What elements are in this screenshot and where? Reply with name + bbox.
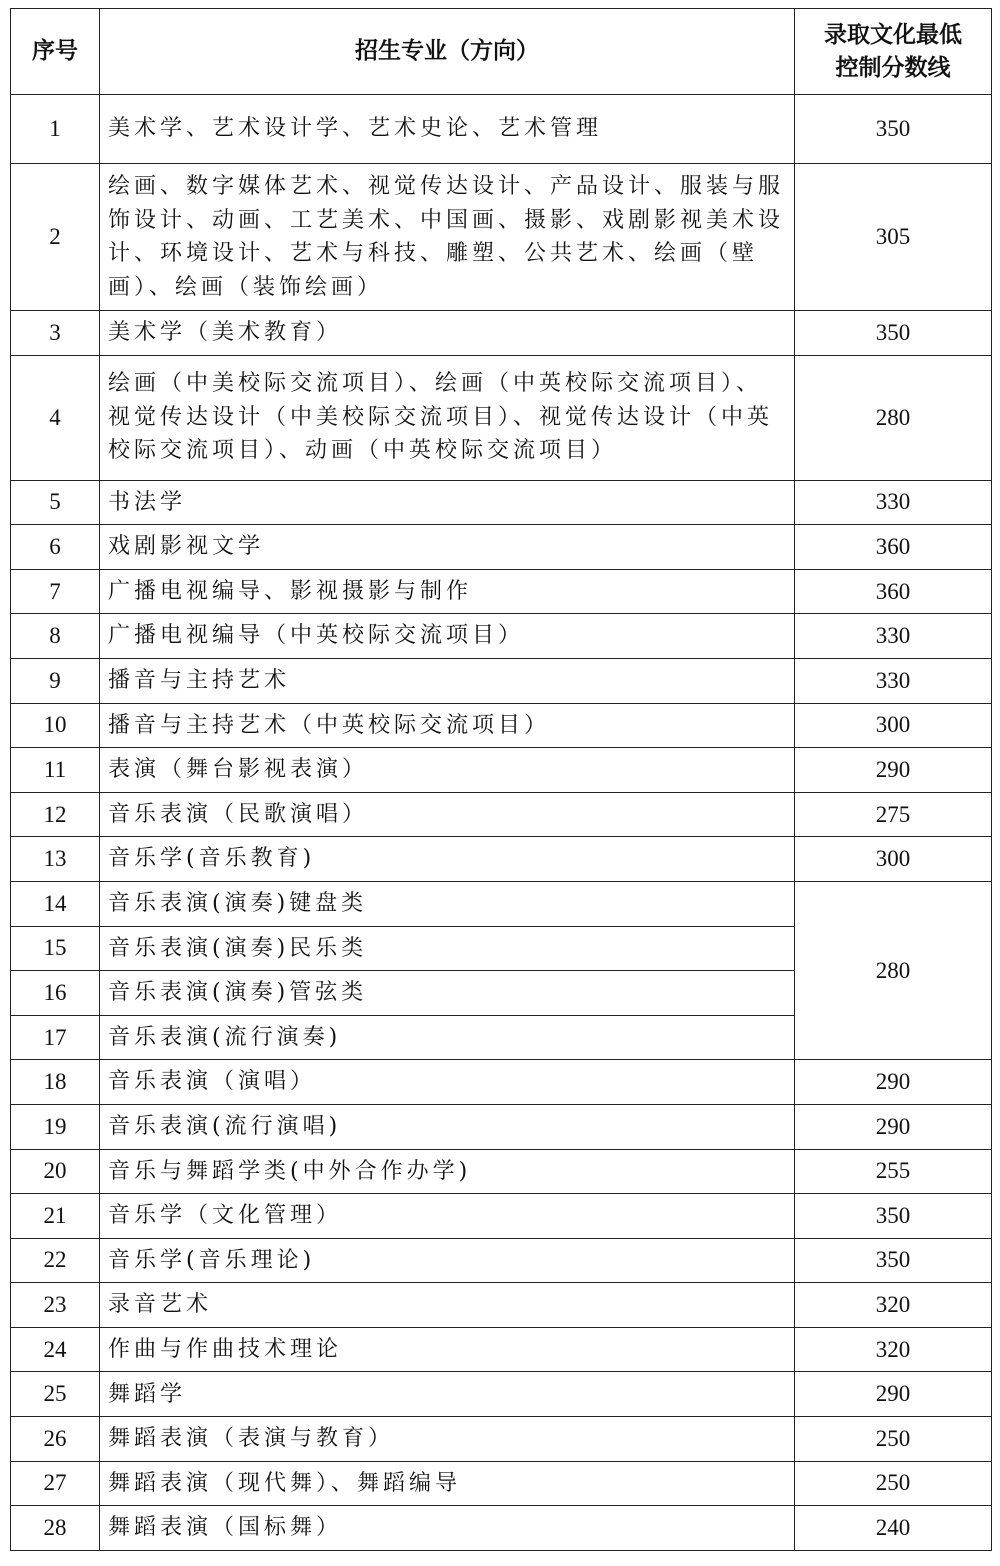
row-no: 15 — [11, 926, 100, 971]
row-score: 240 — [795, 1506, 992, 1551]
row-no: 28 — [11, 1506, 100, 1551]
row-no: 17 — [11, 1015, 100, 1060]
row-no: 27 — [11, 1461, 100, 1506]
row-no: 7 — [11, 569, 100, 614]
row-major: 录音艺术 — [100, 1283, 795, 1328]
row-score: 250 — [795, 1461, 992, 1506]
row-score: 330 — [795, 614, 992, 659]
row-major: 绘画、数字媒体艺术、视觉传达设计、产品设计、服装与服饰设计、动画、工艺美术、中国画、摄影、戏剧影视美术设计、环境设计、艺术与科技、雕塑、公共艺术、绘画（壁画）、绘画（装饰绘画） — [100, 164, 795, 311]
row-major: 音乐学(音乐理论) — [100, 1238, 795, 1283]
row-no: 22 — [11, 1238, 100, 1283]
table-row — [11, 1461, 992, 1506]
table-row — [11, 525, 992, 570]
row-major: 舞蹈表演（国标舞） — [100, 1506, 795, 1551]
row-no: 5 — [11, 480, 100, 525]
row-no: 20 — [11, 1149, 100, 1194]
row-major: 表演（舞台影视表演） — [100, 748, 795, 793]
row-no: 19 — [11, 1104, 100, 1149]
row-major: 作曲与作曲技术理论 — [100, 1327, 795, 1372]
row-no: 18 — [11, 1060, 100, 1105]
table-row — [11, 95, 992, 164]
row-no: 2 — [11, 164, 100, 311]
row-score: 290 — [795, 1372, 992, 1417]
table-row — [11, 164, 992, 311]
row-no: 26 — [11, 1417, 100, 1462]
row-no: 10 — [11, 703, 100, 748]
row-major: 音乐表演(流行演唱) — [100, 1104, 795, 1149]
header-major: 招生专业（方向） — [100, 9, 795, 95]
table-row — [11, 881, 992, 926]
row-no: 3 — [11, 311, 100, 356]
table-row — [11, 1194, 992, 1239]
row-major: 戏剧影视文学 — [100, 525, 795, 570]
row-score: 305 — [795, 164, 992, 311]
row-no: 14 — [11, 881, 100, 926]
row-score: 300 — [795, 703, 992, 748]
table-row — [11, 480, 992, 525]
header-score: 录取文化最低 控制分数线 — [795, 9, 992, 95]
row-major: 音乐学(音乐教育) — [100, 837, 795, 882]
row-score: 360 — [795, 525, 992, 570]
row-no: 11 — [11, 748, 100, 793]
table-row — [11, 748, 992, 793]
table-row — [11, 703, 992, 748]
row-major: 播音与主持艺术 — [100, 658, 795, 703]
row-score: 320 — [795, 1327, 992, 1372]
row-major: 舞蹈表演（表演与教育） — [100, 1417, 795, 1462]
row-no: 6 — [11, 525, 100, 570]
row-no: 4 — [11, 355, 100, 480]
table-row — [11, 1104, 992, 1149]
row-score: 250 — [795, 1417, 992, 1462]
header-no: 序号 — [11, 9, 100, 95]
row-score: 290 — [795, 1104, 992, 1149]
row-major: 音乐表演(流行演奏) — [100, 1015, 795, 1060]
row-score: 330 — [795, 658, 992, 703]
row-score: 255 — [795, 1149, 992, 1194]
table-row — [11, 311, 992, 356]
row-major: 音乐表演(演奏)民乐类 — [100, 926, 795, 971]
table-row — [11, 1372, 992, 1417]
admission-score-table — [10, 8, 992, 1551]
row-no: 1 — [11, 95, 100, 164]
row-major: 音乐表演（民歌演唱） — [100, 792, 795, 837]
table-row — [11, 569, 992, 614]
row-score: 360 — [795, 569, 992, 614]
row-score: 350 — [795, 311, 992, 356]
row-score: 350 — [795, 1238, 992, 1283]
row-score: 320 — [795, 1283, 992, 1328]
table-row — [11, 1238, 992, 1283]
table-row — [11, 1506, 992, 1551]
row-score: 350 — [795, 1194, 992, 1239]
row-score: 300 — [795, 837, 992, 882]
table-row — [11, 355, 992, 480]
row-major: 美术学（美术教育） — [100, 311, 795, 356]
table-row — [11, 792, 992, 837]
row-score-merged: 280 — [795, 881, 992, 1059]
row-score: 290 — [795, 1060, 992, 1105]
row-no: 25 — [11, 1372, 100, 1417]
row-major: 舞蹈表演（现代舞）、舞蹈编导 — [100, 1461, 795, 1506]
row-no: 9 — [11, 658, 100, 703]
row-major: 舞蹈学 — [100, 1372, 795, 1417]
row-score: 350 — [795, 95, 992, 164]
row-no: 12 — [11, 792, 100, 837]
row-major: 音乐表演(演奏)键盘类 — [100, 881, 795, 926]
table-row — [11, 1149, 992, 1194]
row-major: 音乐与舞蹈学类(中外合作办学) — [100, 1149, 795, 1194]
row-no: 21 — [11, 1194, 100, 1239]
row-major: 书法学 — [100, 480, 795, 525]
row-score: 275 — [795, 792, 992, 837]
row-major: 音乐表演(演奏)管弦类 — [100, 971, 795, 1016]
row-no: 24 — [11, 1327, 100, 1372]
table-row — [11, 1283, 992, 1328]
row-score: 280 — [795, 355, 992, 480]
row-major: 音乐表演（演唱） — [100, 1060, 795, 1105]
table-row — [11, 1060, 992, 1105]
row-score: 290 — [795, 748, 992, 793]
row-major: 广播电视编导、影视摄影与制作 — [100, 569, 795, 614]
table-row — [11, 1327, 992, 1372]
row-no: 13 — [11, 837, 100, 882]
row-major: 广播电视编导（中英校际交流项目） — [100, 614, 795, 659]
table-row — [11, 658, 992, 703]
row-score: 330 — [795, 480, 992, 525]
table-row — [11, 614, 992, 659]
row-major: 绘画（中美校际交流项目）、绘画（中英校际交流项目）、视觉传达设计（中美校际交流项目）、视觉传达设计（中英校际交流项目）、动画（中英校际交流项目） — [100, 355, 795, 480]
table-row — [11, 837, 992, 882]
row-major: 播音与主持艺术（中英校际交流项目） — [100, 703, 795, 748]
row-no: 8 — [11, 614, 100, 659]
table-header-row — [11, 9, 992, 95]
table-row — [11, 1417, 992, 1462]
row-major: 美术学、艺术设计学、艺术史论、艺术管理 — [100, 95, 795, 164]
row-no: 16 — [11, 971, 100, 1016]
row-no: 23 — [11, 1283, 100, 1328]
row-major: 音乐学（文化管理） — [100, 1194, 795, 1239]
